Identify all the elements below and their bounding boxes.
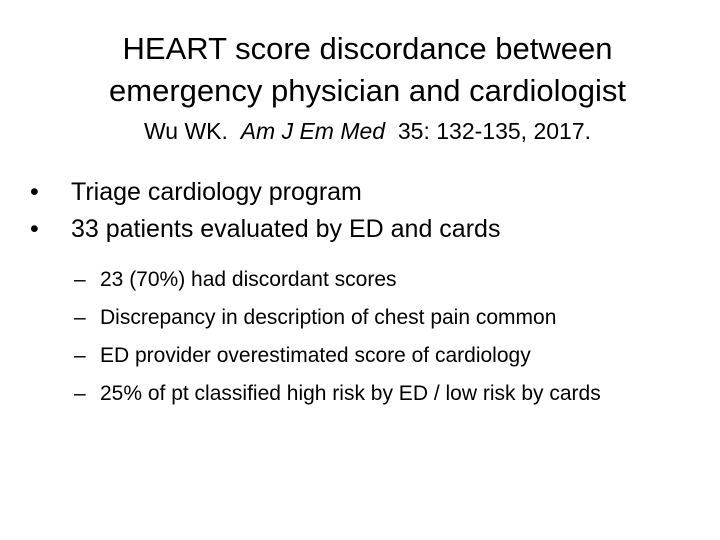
- bullet-item: [30, 176, 710, 208]
- sub-bullet-text: Discrepancy in description of chest pain common: [100, 306, 557, 329]
- bullet-marker: •: [30, 178, 39, 206]
- sub-bullet-text: 23 (70%) had discordant scores: [100, 268, 397, 291]
- bullet-text: Triage cardiology program: [71, 178, 362, 206]
- dash-marker: –: [74, 382, 86, 405]
- citation-details: 35: 132-135, 2017.: [397, 118, 591, 144]
- bullet-list: [30, 176, 710, 250]
- sub-bullet-item: [74, 342, 714, 370]
- slide-title: [0, 28, 720, 112]
- dash-marker: –: [74, 268, 86, 291]
- dash-marker: –: [74, 344, 86, 367]
- title-line-1: HEART score discordance between: [122, 31, 613, 66]
- title-line-2: emergency physician and cardiologist: [109, 73, 626, 108]
- sub-bullet-item: [74, 266, 714, 294]
- dash-marker: –: [74, 306, 86, 329]
- bullet-item: [30, 213, 710, 245]
- sub-bullet-list: [74, 266, 714, 418]
- sub-bullet-item: [74, 380, 714, 408]
- citation-journal: Am J Em Med: [240, 118, 386, 144]
- sub-bullet-item: [74, 304, 714, 332]
- sub-bullet-text: ED provider overestimated score of cardiology: [100, 344, 531, 367]
- bullet-marker: •: [30, 215, 39, 243]
- sub-bullet-text: 25% of pt classified high risk by ED / low risk by cards: [100, 382, 601, 405]
- citation: [0, 116, 720, 146]
- bullet-text: 33 patients evaluated by ED and cards: [71, 215, 501, 243]
- citation-authors: Wu WK.: [143, 118, 228, 144]
